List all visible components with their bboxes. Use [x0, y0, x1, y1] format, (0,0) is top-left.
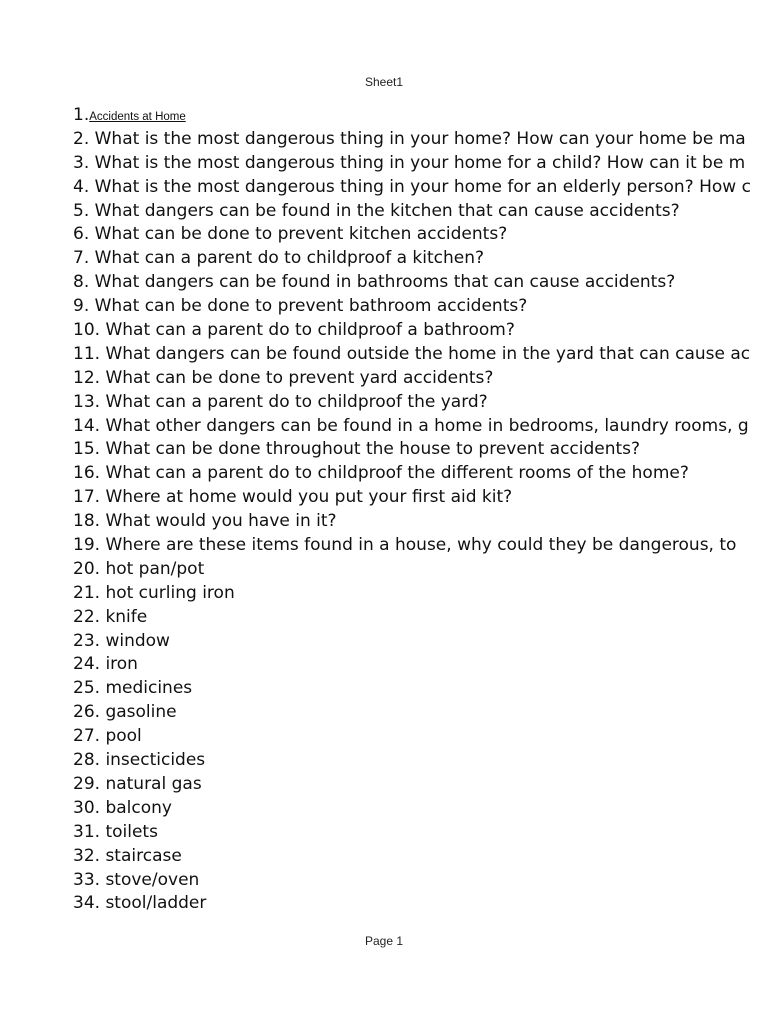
- list-heading-number: 1.: [73, 105, 90, 125]
- list-item: 18. What would you have in it?: [73, 511, 337, 532]
- list-item: 2. What is the most dangerous thing in your home? How can your home be ma: [73, 128, 746, 149]
- list-item: 21. hot curling iron: [73, 582, 235, 603]
- list-item: 6. What can be done to prevent kitchen accidents?: [73, 224, 508, 245]
- list-item: 22. knife: [73, 606, 148, 627]
- list-heading-title: Accidents at Home: [89, 111, 186, 123]
- list-item: 17. Where at home would you put your first aid kit?: [73, 487, 513, 508]
- list-item: 25. medicines: [73, 678, 193, 699]
- list-item: 13. What can a parent do to childproof the yard?: [73, 391, 488, 412]
- list-item: 23. window: [73, 630, 170, 651]
- list-item: 31. toilets: [73, 821, 158, 842]
- list-item: 14. What other dangers can be found in a home in bedrooms, laundry rooms, g: [73, 415, 749, 436]
- list-item: 24. iron: [73, 654, 138, 675]
- list-item: 15. What can be done throughout the house to prevent accidents?: [73, 439, 641, 460]
- list-item: 10. What can a parent do to childproof a bathroom?: [73, 320, 515, 341]
- list-item: 29. natural gas: [73, 773, 202, 794]
- question-list: [73, 103, 768, 915]
- list-heading-row: [73, 103, 768, 127]
- list-item: 9. What can be done to prevent bathroom accidents?: [73, 296, 528, 317]
- list-item: 20. hot pan/pot: [73, 558, 205, 579]
- list-item: 19. Where are these items found in a house, why could they be dangerous, to: [73, 535, 737, 556]
- list-item: 27. pool: [73, 726, 142, 747]
- list-item: 11. What dangers can be found outside the home in the yard that can cause ac: [73, 343, 751, 364]
- list-item: 3. What is the most dangerous thing in your home for a child? How can it be m: [73, 152, 746, 173]
- list-item: 26. gasoline: [73, 702, 177, 723]
- list-item: 16. What can a parent do to childproof the different rooms of the home?: [73, 463, 689, 484]
- list-item: 8. What dangers can be found in bathrooms that can cause accidents?: [73, 272, 676, 293]
- list-item: 7. What can a parent do to childproof a kitchen?: [73, 248, 485, 269]
- list-item: 32. staircase: [73, 845, 182, 866]
- list-item: 33. stove/oven: [73, 869, 200, 890]
- list-item: 5. What dangers can be found in the kitchen that can cause accidents?: [73, 200, 680, 221]
- sheet-title: Sheet1: [364, 75, 404, 89]
- list-item: 30. balcony: [73, 797, 172, 818]
- page-number-footer: Page 1: [364, 934, 404, 948]
- list-item: 28. insecticides: [73, 750, 206, 771]
- list-item: 12. What can be done to prevent yard accidents?: [73, 367, 494, 388]
- list-item: 4. What is the most dangerous thing in your home for an elderly person? How c: [73, 176, 751, 197]
- list-item: 34. stool/ladder: [73, 893, 207, 914]
